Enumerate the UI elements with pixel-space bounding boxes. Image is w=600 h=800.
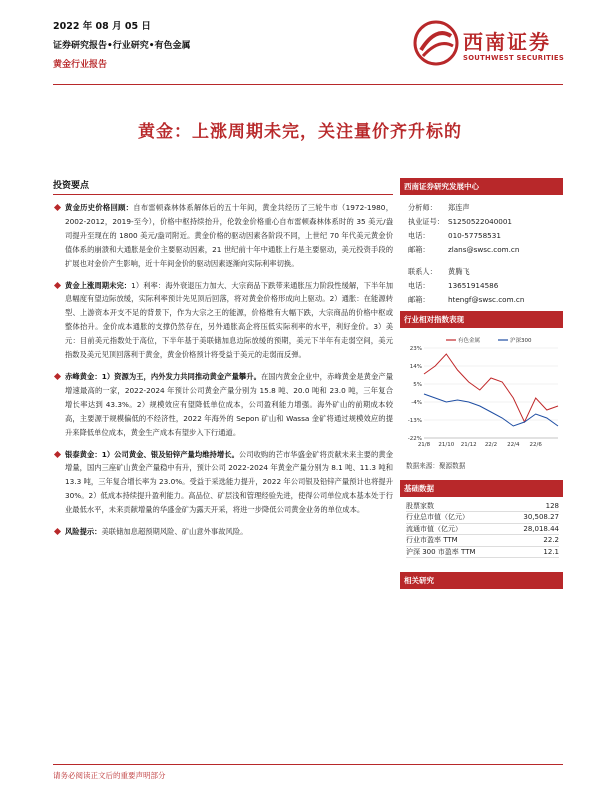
x-tick-label: 21/12 — [460, 442, 477, 448]
footer-disclaimer: 请务必阅读正文后的重要声明部分 — [53, 771, 166, 780]
y-tick-label: 14% — [409, 364, 422, 370]
report-title: 黄金：上涨周期未完，关注量价齐升标的 — [138, 122, 462, 142]
table-row — [406, 501, 559, 512]
row-label: 行业市盈率 TTM — [406, 536, 458, 545]
field-value: 郑连声 — [448, 203, 470, 212]
field-label: 邮箱： — [408, 295, 430, 304]
key-point — [53, 525, 393, 539]
sidebar — [400, 178, 563, 589]
key-point-text: 1）利率：海外衰退压力加大、大宗商品下跌带来通胀压力阶段性缓解，下半年加息幅度有望边际放缓，实际利率预计先见顶后回落，将对黄金价格形成向上驱动。2）通胀：在能源转型、上游资本开支不足的背景下，作为大宗之王的能源，价格维有大幅下跌，大宗商品的价格中枢或整体抬升。金价成本通胀的支撑仍然存在，另外通胀高企将压低实际利率的水平，利好金价。3）美元：目前美元指数处于高位，下半年基于美联储加息边际放缓的预期，美元下半年有走弱空间，美元指数及美元见顶回落利于黄金，黄金价格预计将受益于美元的走弱而反弹。 — [65, 280, 394, 360]
key-point-lead: 银泰黄金：1）公司黄金、银及铅锌产量均维持增长。 — [65, 449, 239, 459]
field-value: 黄腾飞 — [448, 267, 470, 276]
series-line — [424, 394, 558, 426]
basic-data-title: 基础数据 — [400, 480, 563, 497]
legend-label: 有色金属 — [458, 338, 481, 344]
row-label: 沪深 300 市盈率 TTM — [406, 547, 476, 556]
report-date: 2022 年 08 月 05 日 — [53, 21, 151, 32]
logo-text-en: SOUTHWEST SECURITIES — [463, 54, 565, 62]
field-label: 电话： — [408, 231, 430, 240]
team-title: 西南证券研究发展中心 — [400, 178, 563, 195]
row-label: 股票家数 — [406, 502, 434, 510]
row-value: 128 — [545, 502, 559, 510]
main-column — [53, 178, 393, 547]
field-value: 13651914586 — [448, 281, 499, 290]
key-point-lead: 黄金上涨周期未完： — [65, 280, 132, 290]
y-tick-label: 23% — [409, 346, 422, 352]
row-label: 行业总市值（亿元） — [406, 513, 469, 522]
y-tick-label: -4% — [411, 400, 422, 406]
key-point-text: 公司收购的芒市华盛金矿将贡献未来主要的黄金增量，国内三座矿山黄金产量稳中有升，预计公司 2022-2024 年黄金产量分别为 8.1 吨、11.3 吨和 13.3 吨，三年复合增长率为 23.0%。受益于采选能力提升，2022 年公司银及铅锌产量预计也将提升 30%。2）低成本持续提升盈利能力。高品位、矿层浅和管理经验先进，使得公司单位成本基本处于行业最低水平，未来贡献增量的华盛金矿为露天开采，将进一步降低公司黄金业务的单位成本。 — [65, 449, 393, 515]
analyst-row — [408, 243, 559, 257]
table-row — [406, 535, 559, 546]
field-label: 联系人： — [408, 267, 437, 276]
report-subtitle: 黄金行业报告 — [53, 60, 108, 70]
row-value: 30,508.27 — [523, 513, 559, 522]
chart-source: 数据来源：聚源数据 — [406, 462, 466, 470]
table-row — [406, 524, 559, 535]
bullet-icon — [54, 450, 61, 457]
contact-row — [408, 279, 559, 293]
company-logo — [413, 20, 573, 70]
field-value: S1250522040001 — [448, 217, 513, 226]
x-tick-label: 21/8 — [417, 442, 431, 448]
contact-row — [408, 293, 559, 307]
logo-text-cn: 西南证券 — [463, 30, 551, 54]
field-value: 010-57758531 — [448, 231, 501, 240]
key-point-text: 自布雷顿森林体系解体后的五十年间，黄金共经历了三轮牛市（1972-1980，2002-2012，2019-至今），价格中枢持续抬升，伦敦金价格重心自布雷顿森林体系时的 35 美元/盎司提升至现在的 1800 美元/盎司附近。黄金价格的驱动因素各阶段不同，上世纪 70 年代美元黄金价值体系的崩溃和大通胀是金价主要驱动因素，21 世纪前十年中通胀上行是主要驱动，美元投资手段的扩展也对金价产生影响，近十年间金价的驱动因素逐渐向实际利率切换。 — [65, 203, 393, 268]
email-link[interactable]: htengf@swsc.com.cn — [448, 295, 525, 304]
footer-divider — [53, 764, 563, 765]
field-label: 电话： — [408, 281, 430, 290]
key-point-text: 在国内黄金企业中，赤峰黄金是黄金产量增速最高的一家，2022-2024 年预计公司黄金产量分别为 15.8 吨、20.0 吨和 23.0 吨，三年复合增长率达到 43.3%。2）规模效应有望降低单位成本，公司盈利能力增强。海外矿山的前期成本较高，主要源于规模偏低的不经济性，2022 年海外的 Sepon 矿山和 Wassa 金矿将通过规模效应的提升来降低单位成本，黄金生产成本有望步入下行通道。 — [65, 371, 393, 437]
analyst-row — [408, 201, 559, 215]
key-point — [53, 201, 393, 271]
key-point-lead: 赤峰黄金：1）资源为王，内外发力共同推动黄金产量攀升。 — [65, 371, 261, 381]
analyst-info — [400, 195, 563, 311]
table-row — [406, 512, 559, 523]
related-research-title: 相关研究 — [400, 572, 563, 589]
header-divider — [53, 84, 563, 85]
bullet-icon — [54, 528, 61, 535]
table-row — [406, 547, 559, 558]
field-label: 邮箱： — [408, 245, 430, 254]
legend-label: 沪深300 — [510, 338, 532, 344]
analyst-row — [408, 229, 559, 243]
bullet-icon — [54, 204, 61, 211]
field-label: 执业证号： — [408, 217, 444, 226]
bullet-icon — [54, 281, 61, 288]
y-tick-label: -22% — [407, 436, 422, 442]
chart-svg — [400, 334, 563, 454]
basic-data-table — [400, 497, 563, 558]
report-category: 证券研究报告•行业研究•有色金属 — [53, 41, 191, 51]
x-tick-label: 22/2 — [484, 442, 498, 448]
contact-row — [408, 265, 559, 279]
row-label: 流通市值（亿元） — [406, 524, 462, 533]
key-point — [53, 448, 393, 518]
x-tick-label: 22/4 — [507, 442, 520, 448]
report-header — [53, 12, 563, 82]
section-title: 投资要点 — [53, 178, 393, 195]
bullet-icon — [54, 373, 61, 380]
y-tick-label: -13% — [407, 418, 422, 424]
y-tick-label: 5% — [413, 382, 422, 388]
x-tick-label: 21/10 — [438, 442, 455, 448]
key-point — [53, 279, 393, 362]
email-link[interactable]: zlans@swsc.com.cn — [448, 245, 520, 254]
key-point — [53, 370, 393, 440]
row-value: 22.2 — [543, 536, 559, 545]
analyst-row — [408, 215, 559, 229]
key-point-text: 美联储加息超预期风险、矿山意外事故风险。 — [101, 527, 248, 537]
key-point-lead: 风险提示： — [65, 527, 102, 537]
field-label: 分析师： — [408, 203, 437, 212]
row-value: 28,018.44 — [523, 524, 559, 533]
relative-index-chart — [400, 334, 563, 454]
chart-title: 行业相对指数表现 — [400, 311, 563, 328]
x-tick-label: 22/6 — [529, 442, 542, 448]
logo-mark-icon — [413, 20, 459, 66]
row-value: 12.1 — [543, 547, 559, 556]
key-point-lead: 黄金历史价格回顾： — [65, 203, 134, 212]
